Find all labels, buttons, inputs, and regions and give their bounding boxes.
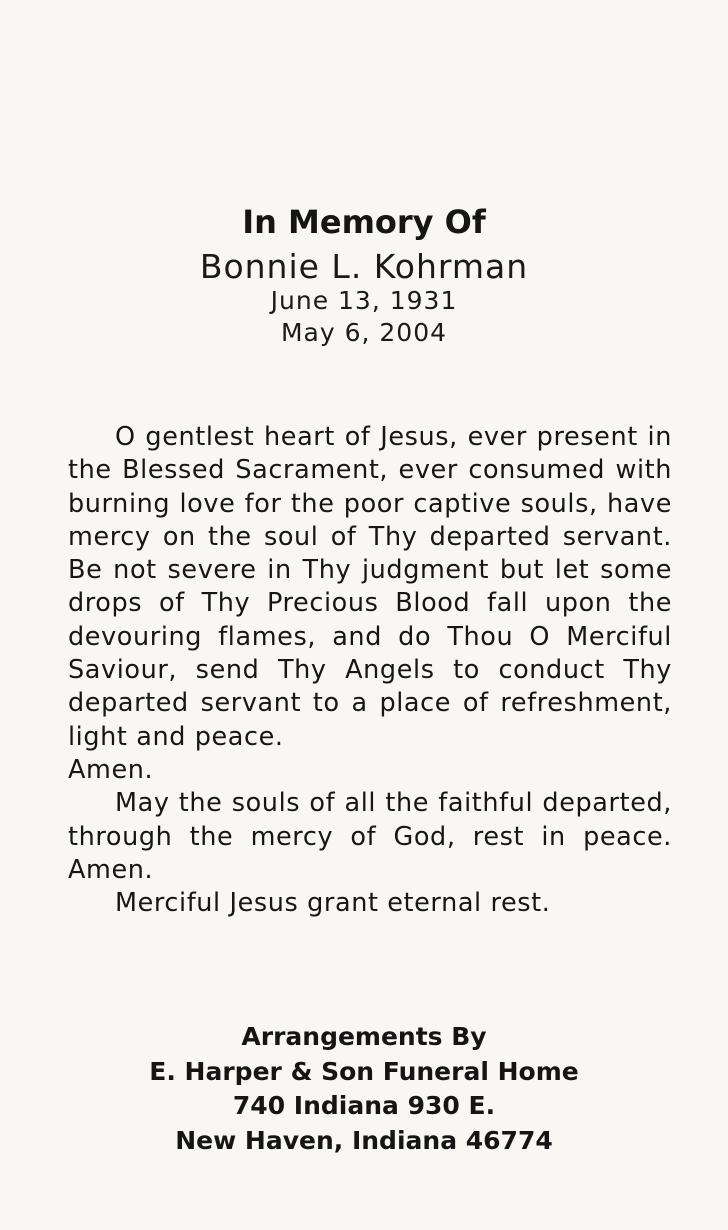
death-date: May 6, 2004: [280, 318, 448, 347]
prayer-paragraph-2: May the souls of all the faithful departed, through the mercy of God, rest in peace. Amen.: [68, 788, 672, 885]
deceased-name: Bonnie L. Kohrman: [199, 247, 529, 286]
funeral-home-city: New Haven, Indiana 46774: [175, 1125, 553, 1155]
funeral-home-block: [0, 1020, 728, 1158]
birth-date: June 13, 1931: [270, 286, 458, 315]
prayer-paragraph-3: Merciful Jesus grant eternal rest.: [115, 888, 551, 919]
prayer-text: [68, 421, 672, 920]
funeral-home-street: 740 Indiana 930 E.: [232, 1091, 496, 1120]
funeral-home-name: E. Harper & Son Funeral Home: [149, 1056, 579, 1086]
card-title: In Memory Of: [242, 203, 486, 241]
arrangements-heading: Arrangements By: [241, 1022, 487, 1051]
prayer-paragraph-1: O gentlest heart of Jesus, ever present in the Blessed Sacrament, ever consumed with burning love for the poor captive souls, have mercy on the soul of Thy departed servant. Be not severe in Thy judgment but let some drops of Thy Precious Blood fall upon the devouring flames, and do Thou O Merciful Saviour, send Thy Angels to conduct Thy departed servant to a place of refreshment, light and peace.: [68, 422, 672, 752]
prayer-amen: Amen.: [68, 754, 154, 785]
